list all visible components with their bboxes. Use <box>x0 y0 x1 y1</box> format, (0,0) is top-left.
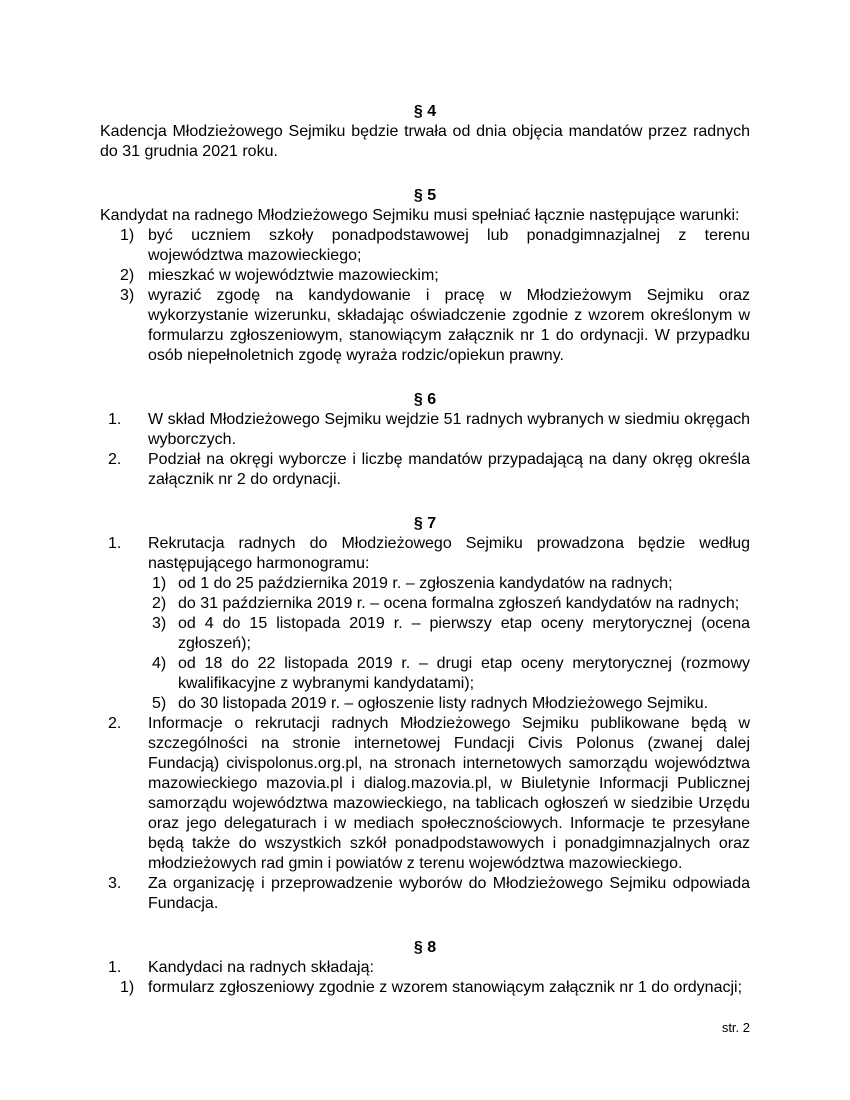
paragraph: Kadencja Młodzieżowego Sejmiku będzie trwała od dnia objęcia mandatów przez radnych do 31 grudnia 2021 roku. <box>100 123 750 160</box>
list-item-text: Informacje o rekrutacji radnych Młodzieżowego Sejmiku publikowane będą w szczególności na stronie internetowej Fundacji Civis Polonus (zwanej dalej Fundacją) civispolonus.org.pl, na stronach internetowych samorządu województwa mazowieckiego mazovia.pl i dialog.mazovia.pl, w Biuletynie Informacji Publicznej samorządu województwa mazowieckiego, na tablicach ogłoszeń w siedzibie Urzędu oraz jego delegaturach i w mediach społecznościowych. Informacje te przesyłane będą także do wszystkich szkół ponadpodstawowych i ponadgimnazjalnych oraz młodzieżowych rad gmin i powiatów z terenu województwa mazowieckiego. <box>148 715 750 872</box>
list-item-marker: 2) <box>120 267 135 284</box>
list-item <box>100 266 750 286</box>
list-item-marker: 3) <box>120 287 135 304</box>
list-item <box>100 226 750 266</box>
list-item-marker: 2. <box>108 715 122 732</box>
list-item-marker: 1) <box>120 979 135 996</box>
list-item <box>100 410 750 450</box>
list-item-marker: 1. <box>108 959 122 976</box>
list <box>100 978 750 998</box>
page-number: str. 2 <box>721 1020 750 1035</box>
list-item-marker: 3. <box>108 875 122 892</box>
list-item <box>148 614 750 654</box>
section <box>100 102 750 162</box>
list-item <box>148 654 750 694</box>
list-item <box>100 714 750 874</box>
section-heading: § 4 <box>413 103 437 120</box>
list-item-marker: 1) <box>152 575 167 592</box>
list-item <box>148 594 750 614</box>
paragraph: Kandydat na radnego Młodzieżowego Sejmiku musi spełniać łącznie następujące warunki: <box>100 207 740 224</box>
list-item-text: Za organizację i przeprowadzenie wyborów do Młodzieżowego Sejmiku odpowiada Fundacja. <box>148 875 750 912</box>
list <box>100 226 750 366</box>
list-item-marker: 4) <box>152 655 167 672</box>
section <box>100 186 750 366</box>
section-heading: § 5 <box>413 187 437 204</box>
list-item-marker: 3) <box>152 615 167 632</box>
list-item-text: do 31 października 2019 r. – ocena formalna zgłoszeń kandydatów na radnych; <box>178 595 740 612</box>
section <box>100 938 750 998</box>
list <box>100 534 750 914</box>
list-item <box>100 286 750 366</box>
list-item-text: Podział na okręgi wyborcze i liczbę mandatów przypadającą na dany okręg określa załącznik nr 2 do ordynacji. <box>148 451 750 488</box>
section-heading: § 8 <box>413 939 437 956</box>
list-item-marker: 1) <box>120 227 135 244</box>
list-item-text: W skład Młodzieżowego Sejmiku wejdzie 51 radnych wybranych w siedmiu okręgach wyborczych. <box>148 411 750 448</box>
list-item-marker: 5) <box>152 695 167 712</box>
list-item-marker: 1. <box>108 411 122 428</box>
list <box>100 958 750 978</box>
list-item <box>148 694 750 714</box>
list-item <box>100 874 750 914</box>
list-item-marker: 2. <box>108 451 122 468</box>
list-item-marker: 2) <box>152 595 167 612</box>
section-heading: § 7 <box>413 515 437 532</box>
section-heading: § 6 <box>413 391 437 408</box>
list <box>148 574 750 714</box>
list-item-text: formularz zgłoszeniowy zgodnie z wzorem stanowiącym załącznik nr 1 do ordynacji; <box>148 979 743 996</box>
list-item-text: Kandydaci na radnych składają: <box>148 959 374 976</box>
list-item <box>100 450 750 490</box>
list-item <box>148 574 750 594</box>
list-item-text: do 30 listopada 2019 r. – ogłoszenie listy radnych Młodzieżowego Sejmiku. <box>178 695 709 712</box>
list-item <box>100 534 750 714</box>
list <box>100 410 750 490</box>
section <box>100 390 750 490</box>
list-item-text: od 1 do 25 października 2019 r. – zgłoszenia kandydatów na radnych; <box>178 575 673 592</box>
section <box>100 514 750 914</box>
list-item <box>100 978 750 998</box>
list-item-text: od 18 do 22 listopada 2019 r. – drugi etap oceny merytorycznej (rozmowy kwalifikacyjne z wybranymi kandydatami); <box>178 655 750 692</box>
list-item-marker: 1. <box>108 535 122 552</box>
list-item <box>100 958 750 978</box>
list-item-text: Rekrutacja radnych do Młodzieżowego Sejmiku prowadzona będzie według następującego harmonogramu: <box>148 535 750 572</box>
list-item-text: wyrazić zgodę na kandydowanie i pracę w Młodzieżowym Sejmiku oraz wykorzystanie wizerunku, składając oświadczenie zgodnie z wzorem określonym w formularzu zgłoszeniowym, stanowiącym załącznik nr 1 do ordynacji. W przypadku osób niepełnoletnich zgodę wyraża rodzic/opiekun prawny. <box>148 287 750 364</box>
list-item-text: mieszkać w województwie mazowieckim; <box>148 267 439 284</box>
list-item-text: od 4 do 15 listopada 2019 r. – pierwszy etap oceny merytorycznej (ocena zgłoszeń); <box>178 615 750 652</box>
list-item-text: być uczniem szkoły ponadpodstawowej lub ponadgimnazjalnej z terenu województwa mazowieckiego; <box>148 227 750 264</box>
